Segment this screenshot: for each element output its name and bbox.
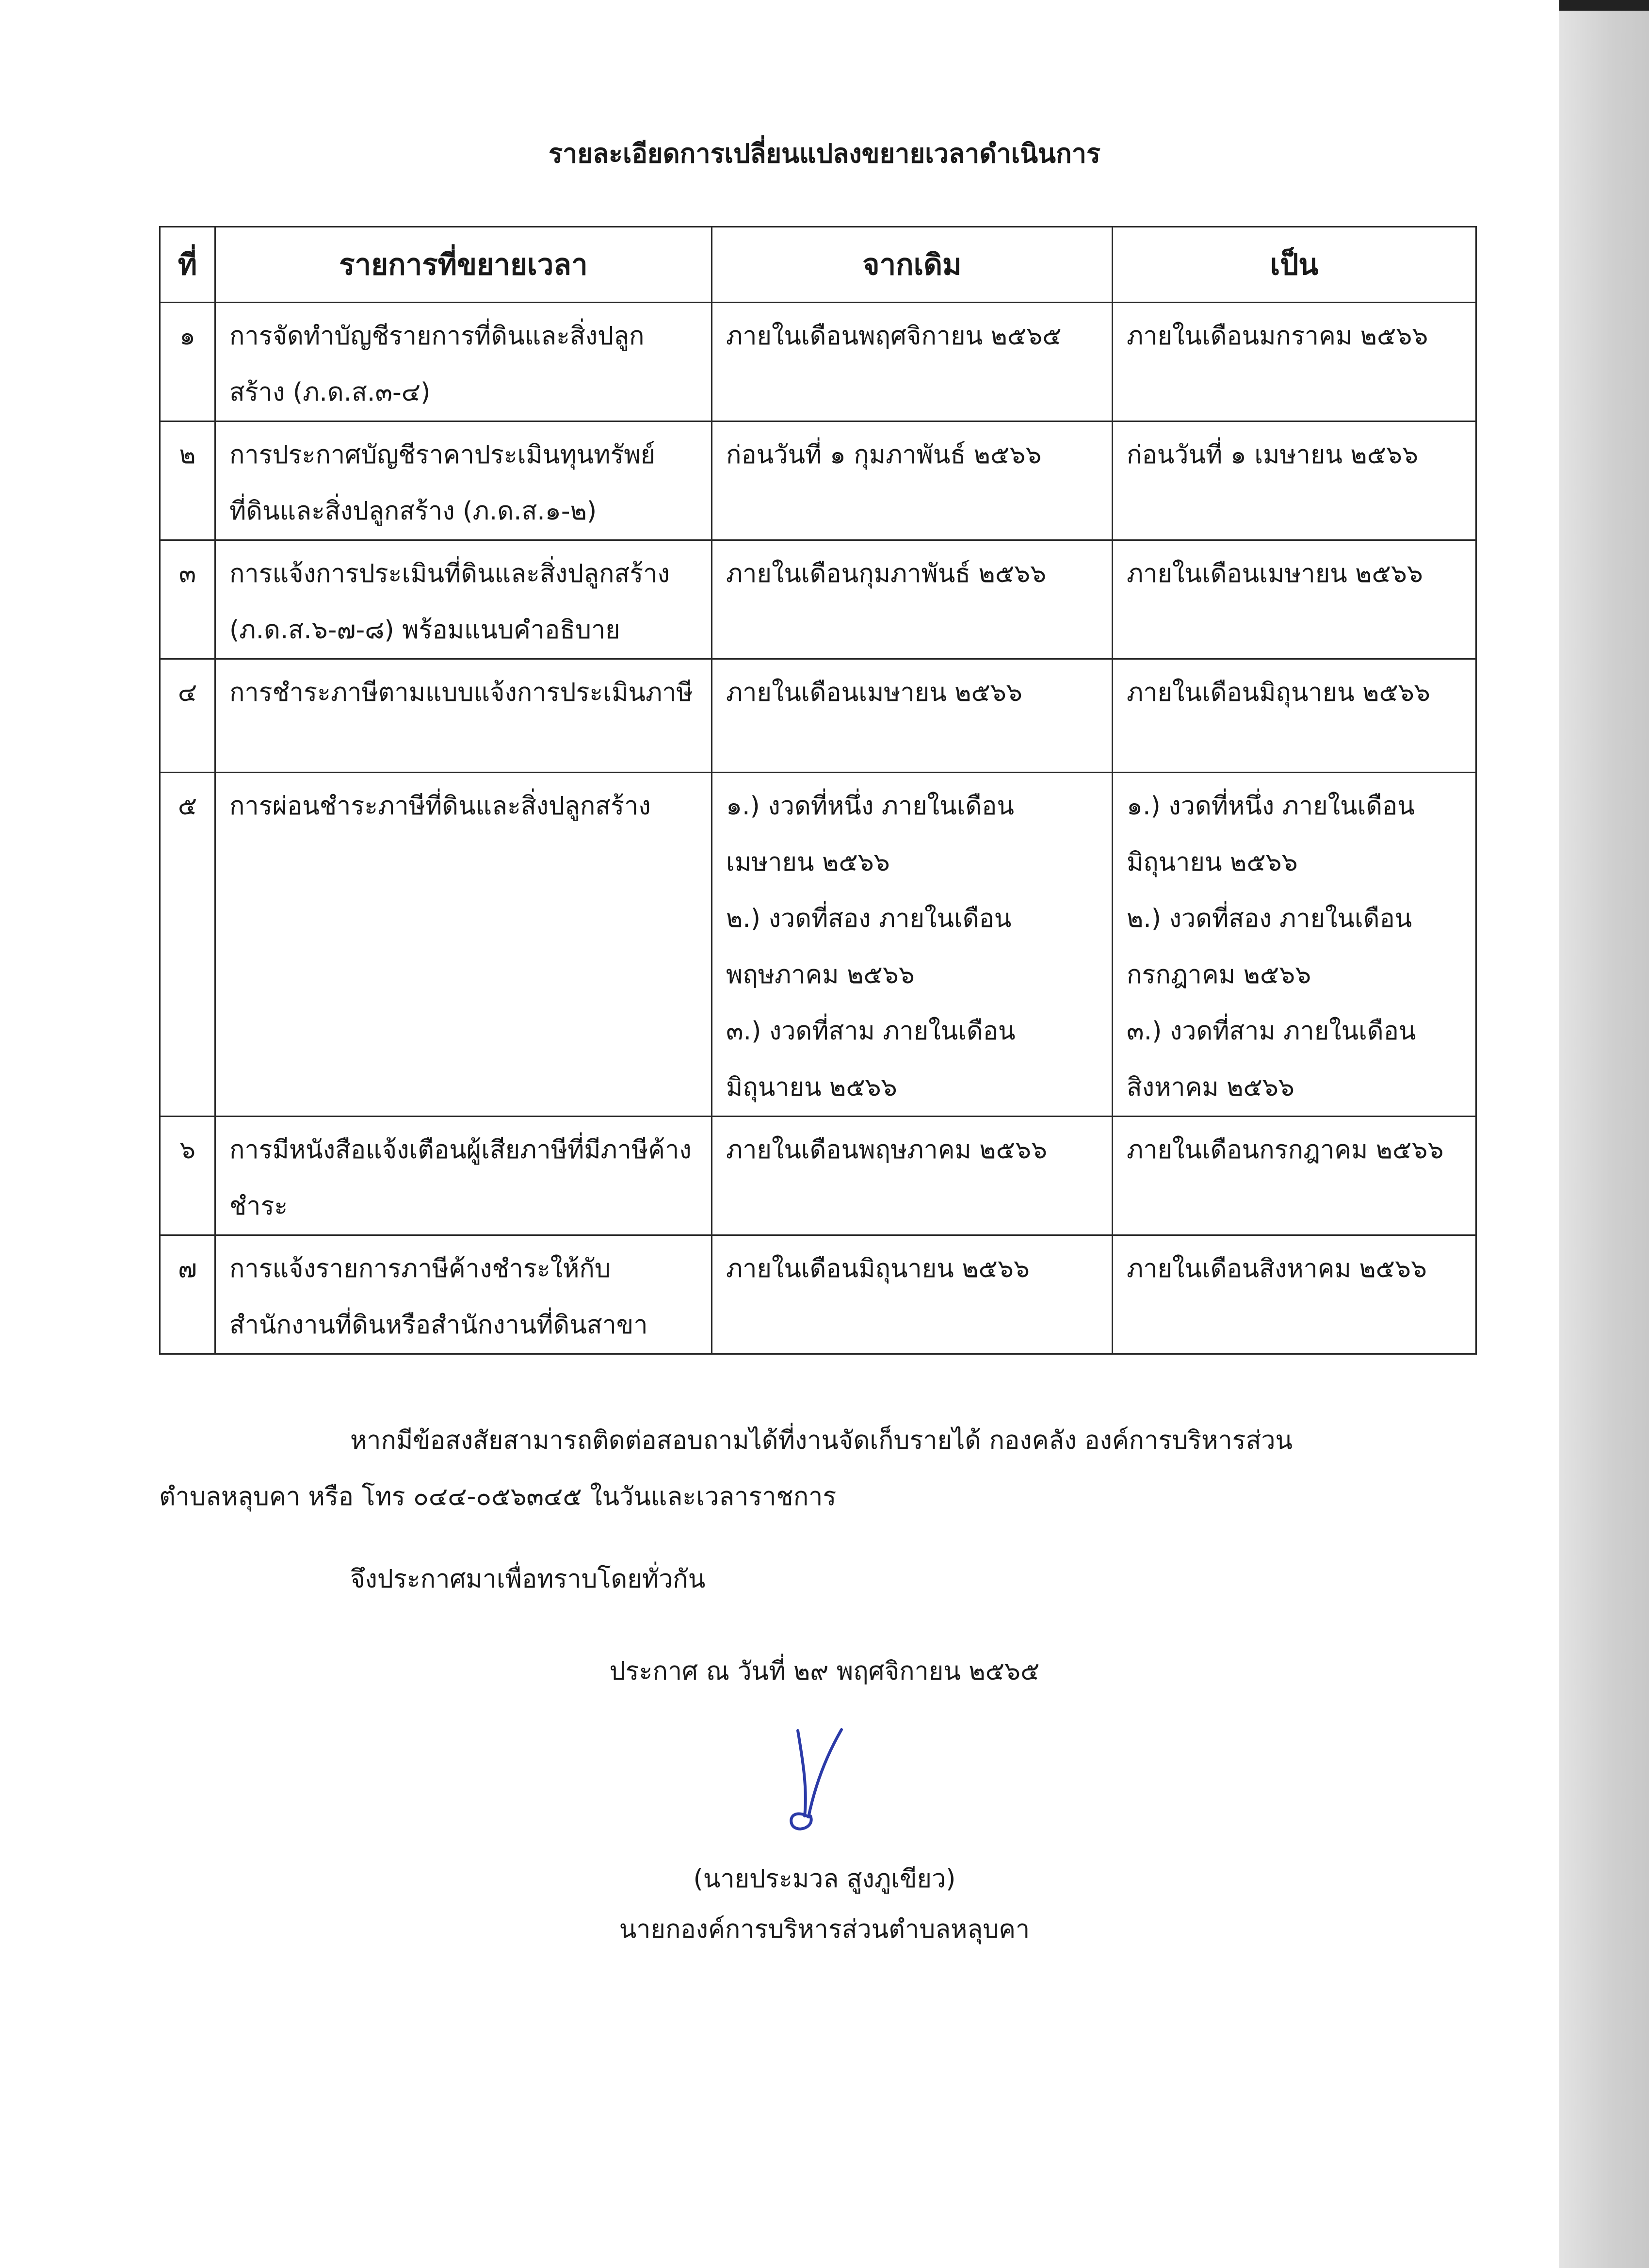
- row-from: ภายในเดือนพฤษภาคม ๒๕๖๖: [712, 1117, 1113, 1235]
- row-to-installments: [1113, 773, 1476, 1117]
- table-row: [160, 1235, 1476, 1354]
- table-row: [160, 773, 1476, 1117]
- row-to: ภายในเดือนมกราคม ๒๕๖๖: [1113, 303, 1476, 421]
- table-row: [160, 303, 1476, 421]
- table-row: [160, 540, 1476, 659]
- installment: [1127, 778, 1462, 891]
- row-number: ๖: [160, 1117, 215, 1235]
- installment-label: ๒.) งวดที่สอง ภายในเดือน: [1127, 904, 1412, 933]
- header-from: จากเดิม: [712, 227, 1113, 303]
- row-item: การประกาศบัญชีราคาประเมินทุนทรัพย์ที่ดินและสิ่งปลูกสร้าง (ภ.ด.ส.๑-๒): [215, 421, 712, 540]
- row-number: ๑: [160, 303, 215, 421]
- row-number: ๗: [160, 1235, 215, 1354]
- signatory-position: นายกองค์การบริหารส่วนตำบลหลุบคา: [619, 1915, 1030, 1944]
- signatory-name: (นายประมวล สูงภูเขียว): [693, 1864, 956, 1894]
- table-header-row: [160, 227, 1476, 303]
- installment-label: ๓.) งวดที่สาม ภายในเดือน: [726, 1017, 1016, 1046]
- contact-line-2: ตำบลหลุบคา หรือ โทร ๐๔๔-๐๕๖๓๔๕ ในวันและเวลาราชการ: [159, 1482, 837, 1511]
- row-from: ภายในเดือนกุมภาพันธ์ ๒๕๖๖: [712, 540, 1113, 659]
- row-to: ภายในเดือนมิถุนายน ๒๕๖๖: [1113, 659, 1476, 773]
- row-from: ภายในเดือนเมษายน ๒๕๖๖: [712, 659, 1113, 773]
- installment-label: ๑.) งวดที่หนึ่ง ภายในเดือน: [726, 792, 1014, 821]
- row-to: ภายในเดือนเมษายน ๒๕๖๖: [1113, 540, 1476, 659]
- installment-month: พฤษภาคม ๒๕๖๖: [726, 960, 915, 989]
- installment-month: เมษายน ๒๕๖๖: [726, 848, 890, 877]
- table-row: [160, 1117, 1476, 1235]
- header-item: รายการที่ขยายเวลา: [215, 227, 712, 303]
- installment: [726, 778, 1098, 891]
- schedule-table: [159, 226, 1477, 1355]
- signature-mark: [769, 1721, 856, 1832]
- installment: [1127, 1003, 1462, 1116]
- row-item: การแจ้งการประเมินที่ดินและสิ่งปลูกสร้าง (ภ.ด.ส.๖-๗-๘) พร้อมแนบคำอธิบาย: [215, 540, 712, 659]
- row-item: การผ่อนชำระภาษีที่ดินและสิ่งปลูกสร้าง: [215, 773, 712, 1117]
- announcement: จึงประกาศมาเพื่อทราบโดยทั่วกัน: [350, 1565, 706, 1594]
- installment-label: ๓.) งวดที่สาม ภายในเดือน: [1127, 1017, 1416, 1046]
- row-to: ก่อนวันที่ ๑ เมษายน ๒๕๖๖: [1113, 421, 1476, 540]
- installment-label: ๑.) งวดที่หนึ่ง ภายในเดือน: [1127, 792, 1415, 821]
- document-title: รายละเอียดการเปลี่ยนแปลงขยายเวลาดำเนินการ: [548, 138, 1100, 169]
- row-from: ภายในเดือนมิถุนายน ๒๕๖๖: [712, 1235, 1113, 1354]
- row-from: ภายในเดือนพฤศจิกายน ๒๕๖๕: [712, 303, 1113, 421]
- scan-edge-corner: [1559, 0, 1649, 11]
- row-to: ภายในเดือนกรกฎาคม ๒๕๖๖: [1113, 1117, 1476, 1235]
- row-item: การมีหนังสือแจ้งเตือนผู้เสียภาษีที่มีภาษีค้างชำระ: [215, 1117, 712, 1235]
- row-to: ภายในเดือนสิงหาคม ๒๕๖๖: [1113, 1235, 1476, 1354]
- installment-month: สิงหาคม ๒๕๖๖: [1127, 1073, 1294, 1102]
- row-from-installments: [712, 773, 1113, 1117]
- table-row: [160, 421, 1476, 540]
- contact-line-1: หากมีข้อสงสัยสามารถติดต่อสอบถามได้ที่งานจัดเก็บรายได้ กองคลัง องค์การบริหารส่วน: [350, 1426, 1293, 1455]
- row-from: ก่อนวันที่ ๑ กุมภาพันธ์ ๒๕๖๖: [712, 421, 1113, 540]
- installment-month: มิถุนายน ๒๕๖๖: [1127, 848, 1298, 877]
- row-item: การจัดทำบัญชีรายการที่ดินและสิ่งปลูกสร้าง (ภ.ด.ส.๓-๔): [215, 303, 712, 421]
- installment: [726, 1003, 1098, 1116]
- contact-paragraph: [159, 1412, 1475, 1525]
- row-number: ๒: [160, 421, 215, 540]
- header-no: ที่: [160, 227, 215, 303]
- row-number: ๕: [160, 773, 215, 1117]
- announcement-date: ประกาศ ณ วันที่ ๒๙ พฤศจิกายน ๒๕๖๕: [609, 1657, 1040, 1686]
- row-number: ๔: [160, 659, 215, 773]
- row-number: ๓: [160, 540, 215, 659]
- installment-month: กรกฎาคม ๒๕๖๖: [1127, 960, 1311, 989]
- installment: [1127, 891, 1462, 1003]
- header-to: เป็น: [1113, 227, 1476, 303]
- table-row: [160, 659, 1476, 773]
- row-item: การชำระภาษีตามแบบแจ้งการประเมินภาษี: [215, 659, 712, 773]
- installment-label: ๒.) งวดที่สอง ภายในเดือน: [726, 904, 1012, 933]
- installment: [726, 891, 1098, 1003]
- row-item: การแจ้งรายการภาษีค้างชำระให้กับสำนักงานที่ดินหรือสำนักงานที่ดินสาขา: [215, 1235, 712, 1354]
- installment-month: มิถุนายน ๒๕๖๖: [726, 1073, 897, 1102]
